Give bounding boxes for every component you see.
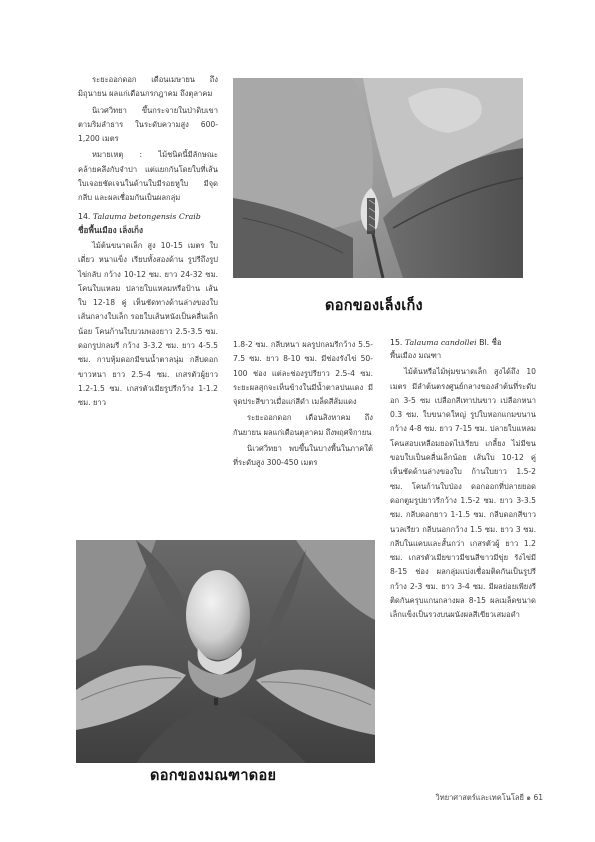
column3-text — [390, 336, 536, 623]
column2-text — [233, 338, 373, 471]
bottom-photo-caption: ดอกของมณฑาดอย — [150, 768, 277, 784]
page-number: 61 — [533, 793, 543, 802]
species-14-description-continued: 1.8-2 ซม. กลีบหนา ผลรูปกลมรีกว้าง 5.5-7.5 ซม. ยาว 8-10 ซม. มีช่องรังไข่ 50-100 ช่อง แต่ละช่องรูปรียาว 2.5-4 ซม. ระยะผลสุกจะเห็นข้างในมีน้ำตาลปนแดง มีจุดประสีขาวเมื่อแก่สีดำ เมล็ดสีส้มแดง — [233, 340, 373, 407]
species-14-description: ไม้ต้นขนาดเล็ก สูง 10-15 เมตร ใบเดี่ยว หนาแข็ง เรียบทั้งสองด้าน รูปรีถึงรูปไข่กลับ กว้าง 10-12 ซม. ยาว 24-32 ซม. โคนใบแหลม ปลายใบแหลมหรือป้าน เส้นใบ 12-18 คู่ เห็นชัดทางด้านล่างของใบ เส้นกลางใบเล็ก รอยใบเส้นหนังเป็นคลื่นเล็กน้อย โคนก้านใบบวมพองยาว 2.5-3.5 ซม. ดอกรูปกลมรี กว้าง 3-3.2 ซม. ยาว 4-5.5 ซม. กาบหุ้มดอกมีขนน้ำตาลนุ่ม กลีบดอกขาวหนา ยาว 2.5-4 ซม. เกสรตัวผู้ยาว 1.2-1.5 ซม. เกสรตัวเมียรูปรีกว้าง 1-1.2 ซม. ยาว — [78, 240, 218, 408]
flower-photo-illustration — [233, 78, 523, 278]
flower-photo-illustration — [76, 540, 375, 763]
scientific-name: Talauma betongensis Craib — [92, 211, 201, 221]
local-name: ชื่อพื้นเมือง เล็งเก็ง — [78, 224, 143, 235]
top-photo-caption: ดอกของเล็งเก็ง — [325, 298, 423, 314]
flowering-period-paragraph: ระยะออกดอก เดือนสิงหาคม ถึงกันยายน ผลแก่เดือนตุลาคม ถึงพฤศจิกายน — [233, 413, 373, 437]
ecology-paragraph: นิเวศวิทยา ขึ้นกระจายในป่าดิบเขา ตามริมลำธาร ในระดับความสูง 600-1,200 เมตร — [78, 105, 218, 144]
species-14-heading — [78, 210, 218, 223]
species-15-heading — [390, 336, 536, 349]
candollei-flower-photo — [76, 540, 375, 763]
local-name: พื้นเมือง มณฑา — [390, 351, 442, 360]
species-number: 15. — [390, 338, 403, 347]
author-name: Bl. — [479, 338, 490, 347]
flowering-period-paragraph: ระยะออกดอก เดือนเมษายน ถึง มิถุนายน ผลแก่เดือนกรกฎาคม ถึงตุลาคม — [78, 75, 218, 99]
species-number: 14. — [78, 211, 91, 221]
footer-text: วิทยาศาสตร์และเทคโนโลยี ๑ — [435, 793, 532, 802]
ecology-paragraph: นิเวศวิทยา พบขึ้นในบางพื้นในภาคใต้ ที่ระดับสูง 300-450 เมตร — [233, 444, 373, 468]
betongensis-flower-photo — [233, 78, 523, 278]
species-15-description: ไม้ต้นหรือไม้พุ่มขนาดเล็ก สูงได้ถึง 10 เมตร มีลำต้นตรงศูนย์กลางของลำต้นที่ระดับอก 3-5 ซม เปลือกสีเทาปนขาว เปลือกหนา 0.3 ซม. ใบขนาดใหญ่ รูปใบหอกแกมขนาน กว้าง 4-8 ซม. ยาว 7-15 ซม. ปลายใบแหลมโคนสอบเหลือมยอดไปเรียบ เกลี้ยง ไม่มีขน ขอบใบเป็นคลื่นเล็กน้อย เส้นใบ 10-12 คู่ เห็นชัดด้านล่างของใบ ก้านใบยาว 1.5-2 ซม. โคนก้านใบป่อง ดอกออกที่ปลายยอด ดอกตูมรูปยาวรีกว้าง 1.5-2 ซม. ยาว 3-3.5 ซม. กลีบดอกยาว 1-1.5 ซม. กลีบดอกสีขาวนวลเรียว กลีบนอกกว้าง 1.5 ซม. ยาว 3 ซม. กลีบในแคบและสั้นกว่า เกสรตัวผู้ ยาว 1.2 ซม. เกสรตัวเมียขาวมีขนสีขาวมีขุ่ย รังไข่มี 8-15 ช่อง ผลกลุ่มแบ่งเชื่อมติดกันเป็นรูปรีกว้าง 2-3 ซม. ยาว 3-4 ซม. มีผลย่อยเพียงรีติดกันครุบแกนกลางผล 8-15 ผลเมล็ดขนาดเล็กแข็งเป็นรวงบนผนังผลสีเขียวเสมอดำ — [390, 367, 536, 620]
page-footer — [436, 792, 543, 804]
column1-top-text — [78, 73, 218, 411]
remark-paragraph: หมายเหตุ : ไม้ชนิดนี้มีลักษณะคล้ายคลึงกับจำปา แต่แยกกันโดยใบที่เส้นใบเจอยชัดเจนในด้านใบมีรอยหูใบ มีจุดกลีบ และผลเชื่อมกันเป็นผลกลุ่ม — [78, 150, 218, 203]
local-name-prefix: ชื่อ — [491, 338, 502, 347]
scientific-name: Talauma candollei — [404, 338, 477, 347]
